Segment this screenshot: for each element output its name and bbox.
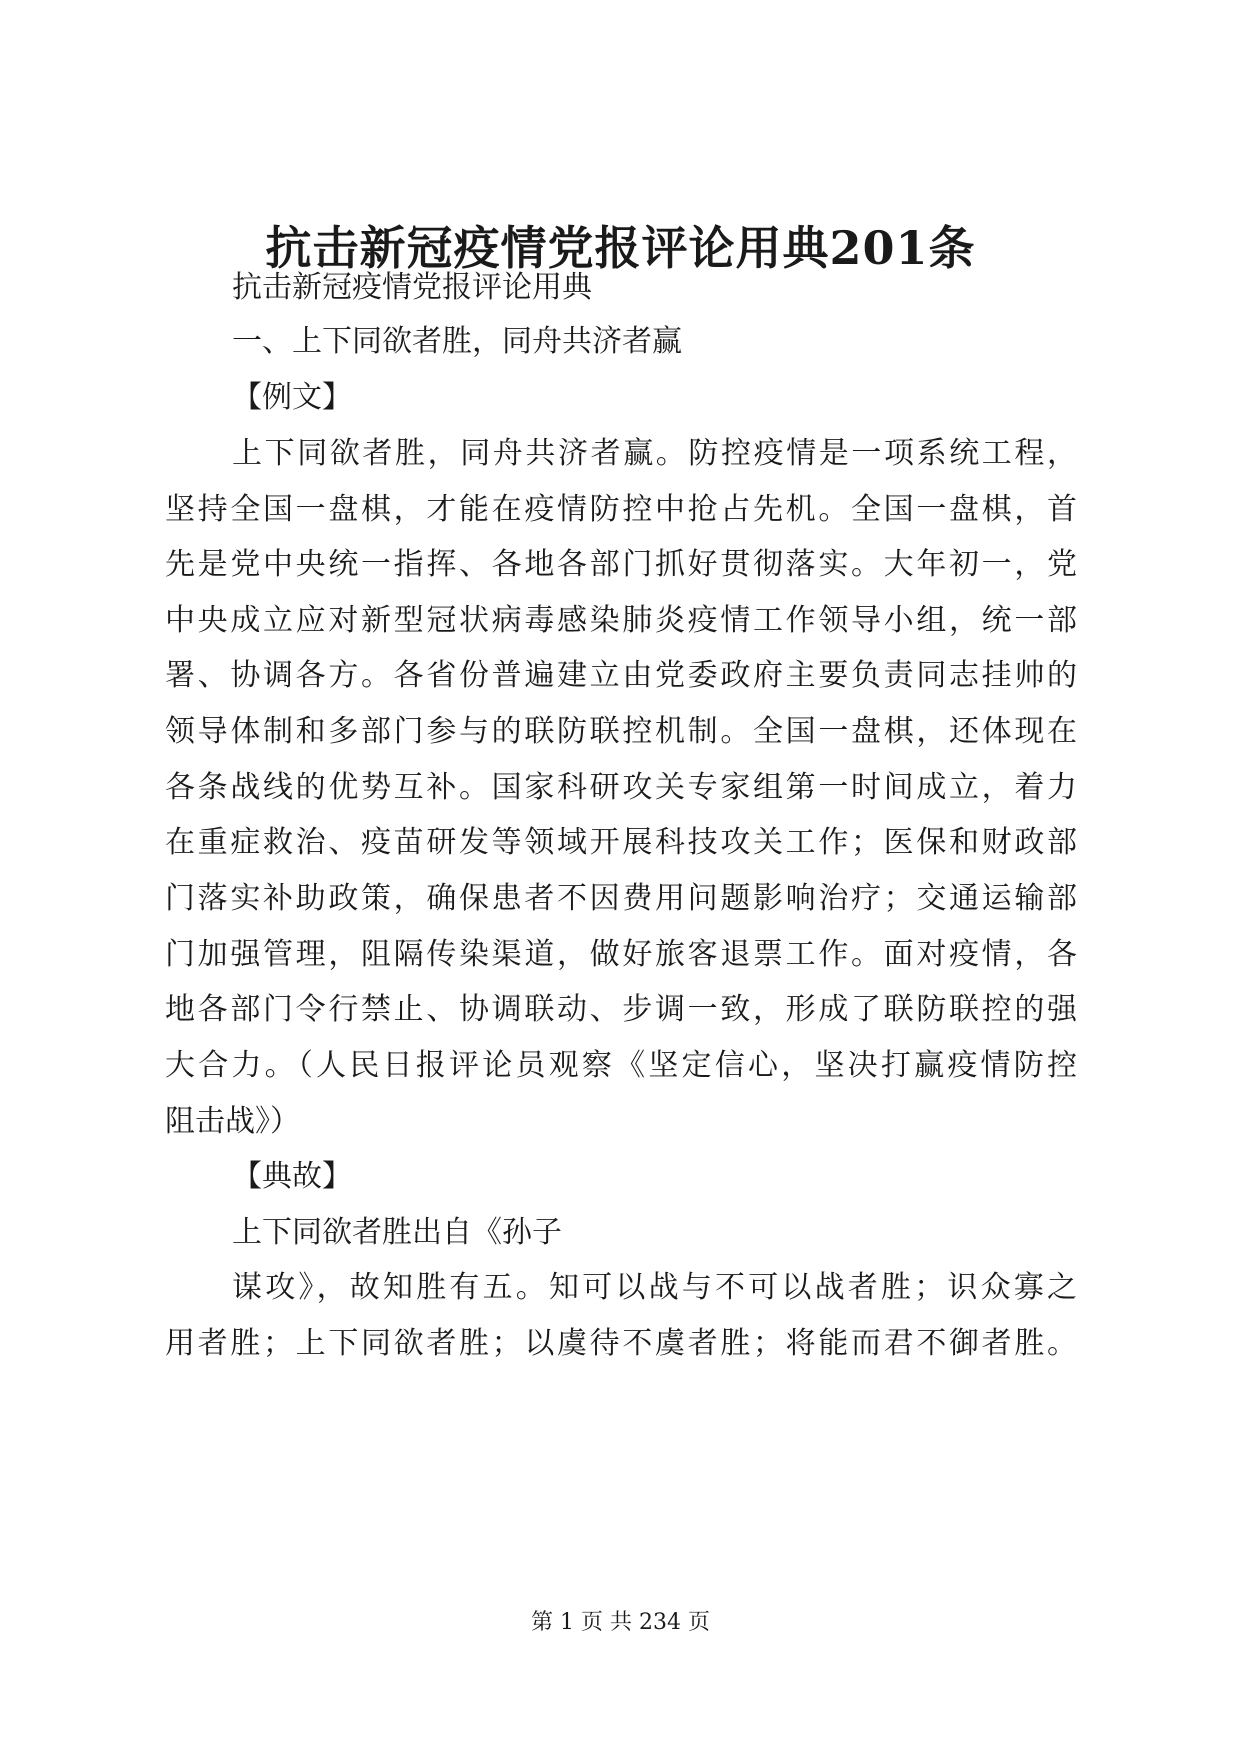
paragraph-line: 在重症救治、疫苗研发等领域开展科技攻关工作；医保和财政部 bbox=[165, 825, 1077, 860]
section-heading: 一、上下同欲者胜，同舟共济者赢 bbox=[232, 324, 682, 359]
paragraph-line: 门加强管理，阻隔传染渠道，做好旅客退票工作。面对疫情，各 bbox=[165, 937, 1077, 972]
paragraph-line: 阻击战》） bbox=[165, 1104, 300, 1139]
paragraph-line: 署、协调各方。各省份普遍建立由党委政府主要负责同志挂帅的 bbox=[165, 658, 1077, 693]
document-title: 抗击新冠疫情党报评论用典201条 bbox=[265, 221, 976, 275]
paragraph-line: 坚持全国一盘棋，才能在疫情防控中抢占先机。全国一盘棋，首 bbox=[165, 492, 1077, 527]
paragraph-line: 各条战线的优势互补。国家科研攻关专家组第一时间成立，着力 bbox=[165, 770, 1077, 805]
allusion-line: 谋攻》，故知胜有五。知可以战与不可以战者胜；识众寡之 bbox=[232, 1270, 1077, 1305]
paragraph-line: 大合力。（人民日报评论员观察《坚定信心，坚决打赢疫情防控 bbox=[165, 1048, 1077, 1083]
paragraph-line: 门落实补助政策，确保患者不因费用问题影响治疗；交通运输部 bbox=[165, 881, 1077, 916]
paragraph-line: 上下同欲者胜，同舟共济者赢。防控疫情是一项系统工程， bbox=[232, 436, 1077, 471]
paragraph-line: 领导体制和多部门参与的联防联控机制。全国一盘棋，还体现在 bbox=[165, 714, 1077, 749]
paragraph-line: 中央成立应对新型冠状病毒感染肺炎疫情工作领导小组，统一部 bbox=[165, 603, 1077, 638]
paragraph-line: 地各部门令行禁止、协调联动、步调一致，形成了联防联控的强 bbox=[165, 992, 1077, 1027]
allusion-label: 【典故】 bbox=[232, 1159, 352, 1194]
page-footer: 第 1 页 共 234 页 bbox=[531, 1610, 710, 1635]
example-label: 【例文】 bbox=[232, 380, 352, 415]
allusion-line: 用者胜；上下同欲者胜；以虞待不虞者胜；将能而君不御者胜。 bbox=[165, 1326, 1077, 1361]
paragraph-line: 先是党中央统一指挥、各地各部门抓好贯彻落实。大年初一，党 bbox=[165, 547, 1077, 582]
subtitle-line: 抗击新冠疫情党报评论用典 bbox=[232, 270, 592, 305]
allusion-line: 上下同欲者胜出自《孙子 bbox=[232, 1215, 562, 1250]
